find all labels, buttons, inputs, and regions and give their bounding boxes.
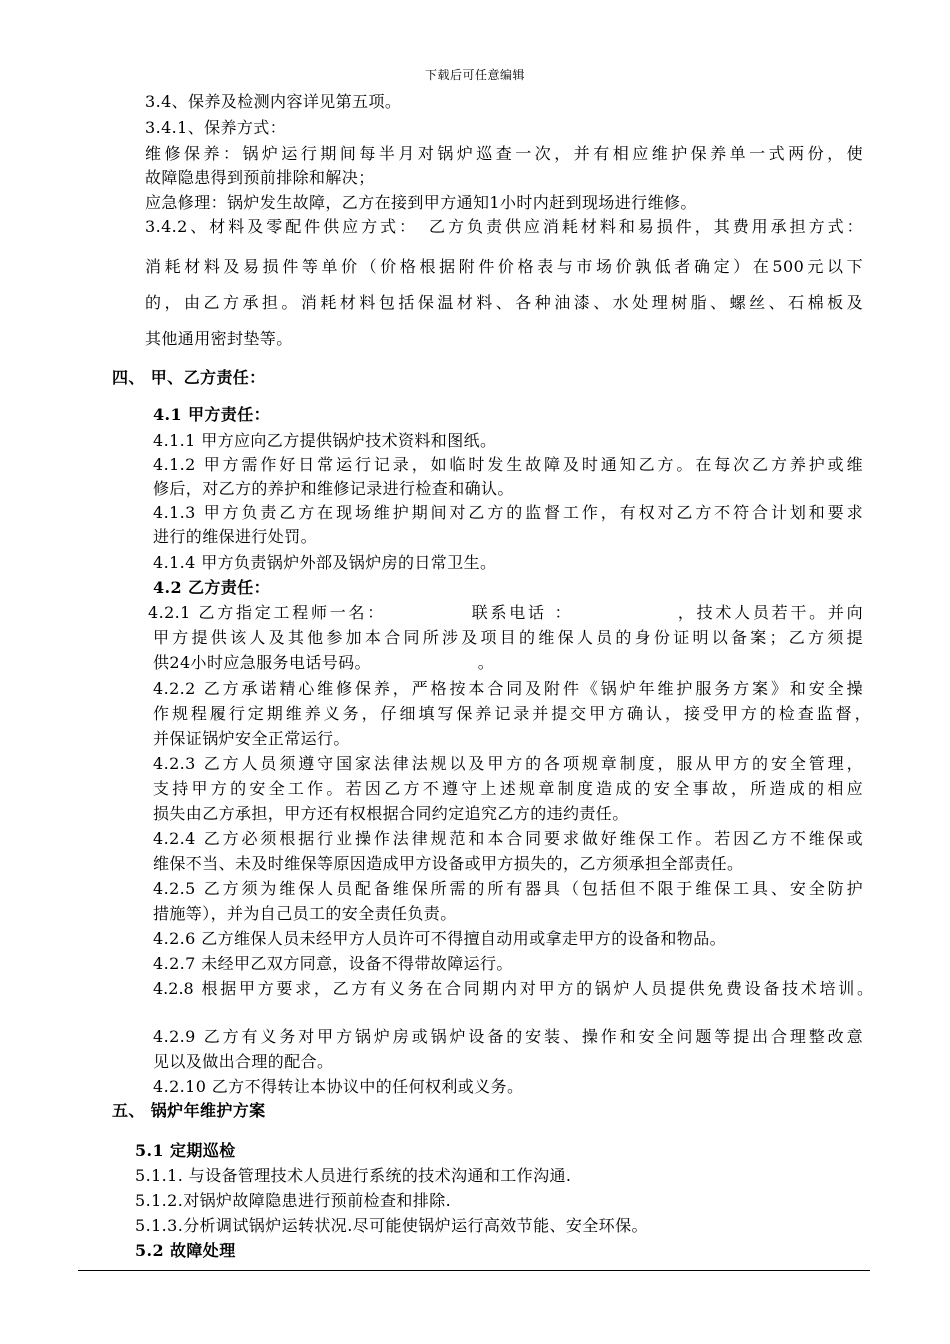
clause-4-2-5-line1: 4.2.5 乙方须为维保人员配备维保所需的所有器具（包括但不限于维保工具、安全防护 xyxy=(153,879,863,898)
clause-4-2-1-line1: 4.2.1 乙方指定工程师一名： 联系电话 ： ，技术人员若干。并向 xyxy=(148,603,863,622)
clause-4-1-3-line1: 4.1.3 甲方负责乙方在现场维护期间对乙方的监督工作，有权对乙方不符合计划和要求 xyxy=(153,503,863,522)
clause-4-2-2-line2: 作规程履行定期维养义务，仔细填写保养记录并提交甲方确认，接受甲方的检查监督， xyxy=(153,704,871,723)
clause-4-2-3-line3: 损失由乙方承担，甲方还有权根据合同约定追究乙方的违约责任。 xyxy=(153,804,629,823)
subsection-5-2-heading: 5.2 故障处理 xyxy=(135,1241,236,1260)
clause-5-1-1: 5.1.1. 与设备管理技术人员进行系统的技术沟通和工作沟通. xyxy=(135,1166,572,1185)
clause-4-2-10: 4.2.10 乙方不得转让本协议中的任何权利或义务。 xyxy=(153,1077,524,1096)
maintenance-text-line1: 维修保养：锅炉运行期间每半月对锅炉巡查一次，并有相应维护保养单一式两份，使 xyxy=(145,144,863,163)
clause-5-1-2: 5.1.2.对锅炉故障隐患进行预前检查和排除. xyxy=(135,1191,452,1210)
clause-4-2-2-line1: 4.2.2 乙方承诺精心维修保养，严格按本合同及附件《锅炉年维护服务方案》和安全操 xyxy=(153,679,863,698)
clause-5-1-3: 5.1.3.分析调试锅炉运转状况.尽可能使锅炉运行高效节能、安全环保。 xyxy=(135,1216,648,1235)
clause-4-2-2-line3: 并保证锅炉安全正常运行。 xyxy=(153,729,350,748)
subsection-4-1-heading: 4.1 甲方责任： xyxy=(153,405,271,424)
clause-4-2-1-line3: 供24小时应急服务电话号码。 。 xyxy=(153,653,495,672)
clause-4-2-9-line2: 见以及做出合理的配合。 xyxy=(153,1052,334,1071)
clause-4-1-1: 4.1.1 甲方应向乙方提供锅炉技术资料和图纸。 xyxy=(153,431,497,450)
clause-4-2-7: 4.2.7 未经甲乙双方同意，设备不得带故障运行。 xyxy=(153,954,513,973)
clause-3-4-1: 3.4.1、保养方式： xyxy=(145,118,287,137)
subsection-5-1-heading: 5.1 定期巡检 xyxy=(135,1141,236,1160)
clause-4-1-2-line2: 修后，对乙方的养护和维修记录进行检查和确认。 xyxy=(153,479,514,498)
materials-text-line1: 消耗材料及易损件等单价（价格根据附件价格表与市场价孰低者确定）在500元以下 xyxy=(145,257,863,276)
materials-text-line3: 其他通用密封垫等。 xyxy=(145,329,293,348)
section-4-heading: 四、 甲、乙方责任： xyxy=(112,368,266,387)
clause-4-2-4-line1: 4.2.4 乙方必须根据行业操作法律规范和本合同要求做好维保工作。若因乙方不维保或 xyxy=(153,829,863,848)
clause-4-2-3-line2: 支持甲方的安全工作。若因乙方不遵守上述规章制度造成的安全事故，所造成的相应 xyxy=(153,779,863,798)
emergency-repair-text: 应急修理：锅炉发生故障，乙方在接到甲方通知1小时内赶到现场进行维修。 xyxy=(145,193,697,212)
clause-4-2-6: 4.2.6 乙方维保人员未经甲方人员许可不得擅自动用或拿走甲方的设备和物品。 xyxy=(153,929,726,948)
header-note: 下载后可任意编辑 xyxy=(424,68,525,82)
clause-4-2-9-line1: 4.2.9 乙方有义务对甲方锅炉房或锅炉设备的安装、操作和安全问题等提出合理整改意 xyxy=(153,1027,863,1046)
clause-4-1-4: 4.1.4 甲方负责锅炉外部及锅炉房的日常卫生。 xyxy=(153,553,497,572)
section-5-heading: 五、 锅炉年维护方案 xyxy=(112,1101,266,1120)
clause-3-4-2: 3.4.2、材料及零配件供应方式： 乙方负责供应消耗材料和易损件，其费用承担方式： xyxy=(145,217,863,236)
clause-4-1-3-line2: 进行的维保进行处罚。 xyxy=(153,527,318,546)
clause-4-2-5-line2: 措施等），并为自己员工的安全责任负责。 xyxy=(153,904,457,923)
footer-rule xyxy=(78,1270,870,1271)
clause-3-4: 3.4、保养及检测内容详见第五项。 xyxy=(145,92,402,111)
clause-4-1-2-line1: 4.1.2 甲方需作好日常运行记录，如临时发生故障及时通知乙方。在每次乙方养护或维 xyxy=(153,455,863,474)
maintenance-text-line2: 故障隐患得到预前排除和解决； xyxy=(145,168,375,187)
subsection-4-2-heading: 4.2 乙方责任： xyxy=(153,578,271,597)
clause-4-2-1-line2: 甲方提供该人及其他参加本合同所涉及项目的维保人员的身份证明以备案；乙方须提 xyxy=(153,628,863,647)
clause-4-2-8: 4.2.8 根据甲方要求，乙方有义务在合同期内对甲方的锅炉人员提供免费设备技术培训。 xyxy=(153,979,873,998)
clause-4-2-4-line2: 维保不当、未及时维保等原因造成甲方设备或甲方损失的，乙方须承担全部责任。 xyxy=(153,854,744,873)
clause-4-2-3-line1: 4.2.3 乙方人员须遵守国家法律法规以及甲方的各项规章制度，服从甲方的安全管理， xyxy=(153,754,863,773)
materials-text-line2: 的，由乙方承担。消耗材料包括保温材料、各种油漆、水处理树脂、螺丝、石棉板及 xyxy=(145,293,863,312)
